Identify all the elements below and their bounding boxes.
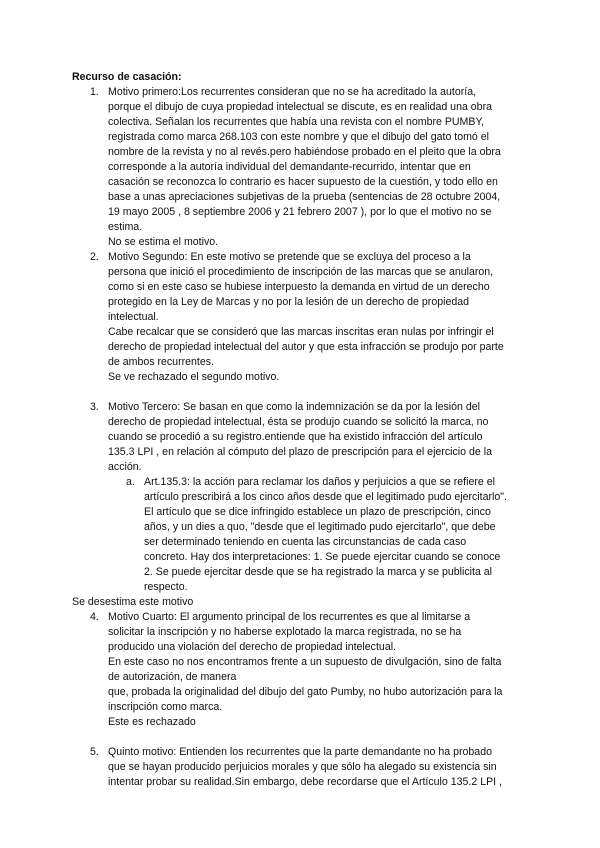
paragraph-line: 135.3 LPI , en relación al cómputo del plazo de prescripción para el ejercicio de la <box>108 446 492 458</box>
paragraph-line: de ambos recurrentes. <box>108 356 214 368</box>
paragraph-line: base a unas apreciaciones subjetivas de la prueba (sentencias de 28 octubre 2004, <box>108 191 501 203</box>
paragraph-line: protegido en la Ley de Marcas y no por la lesión de un derecho de propiedad <box>108 296 470 308</box>
paragraph-line: intelectual. <box>108 311 159 323</box>
paragraph-line: 19 mayo 2005 , 8 septiembre 2006 y 21 febrero 2007 ), por lo que el motivo no se <box>108 206 492 218</box>
paragraph-line: inscripción como marca. <box>108 701 223 713</box>
subparagraph-line: ser determinado teniendo en cuenta las circunstancias de cada caso <box>144 536 467 548</box>
paragraph-line: Motivo Cuarto: El argumento principal de los recurrentes es que al limitarse a <box>108 611 471 623</box>
subparagraph-line: concreto. Hay dos interpretaciones: 1. Se puede ejercitar cuando se conoce <box>144 551 501 563</box>
subparagraph-line: años, y un dies a quo, "desde que el legitimado pudo ejercitarlo", que debe <box>144 521 496 533</box>
paragraph-line: que se hayan producido perjuicios morales y que sólo ha alegado su existencia sin <box>108 761 497 773</box>
paragraph-line: corresponde a la autoría individual del demandante-recurrido, intentar que en <box>108 161 471 173</box>
paragraph-line: que, probada la originalidad del dibujo del gato Pumby, no hubo autorización para la <box>108 686 503 698</box>
subparagraph-line: 2. Se puede ejercitar desde que se ha registrado la marca y se publicita al <box>144 566 493 578</box>
list-number: 2. <box>90 251 99 263</box>
paragraph-line: porque el dibujo de cuya propiedad intelectual se discute, es en realidad una obra <box>108 101 492 113</box>
paragraph-line: Motivo Tercero: Se basan en que como la indemnización se da por la lesión del <box>108 401 480 413</box>
paragraph-line: derecho de propiedad intelectual del autor y que esta infracción se produjo por parte <box>108 341 504 353</box>
paragraph-line: Cabe recalcar que se consideró que las marcas inscritas eran nulas por infringir el <box>108 326 494 338</box>
subparagraph-line: Art.135.3: la acción para reclamar los daños y perjuicios a que se refiere el <box>144 476 495 488</box>
subparagraph-line: artículo prescribirá a los cinco años desde que el legitimado pudo ejercitarlo". <box>144 491 507 503</box>
list-number: 3. <box>90 401 99 413</box>
paragraph-line: Motivo Segundo: En este motivo se pretende que se excluya del proceso a la <box>108 251 471 263</box>
paragraph-line: acción. <box>108 461 142 473</box>
paragraph-line: persona que inició el procedimiento de inscripción de las marcas que se anularon, <box>108 266 494 278</box>
section-heading: Recurso de casación: <box>72 71 182 83</box>
paragraph-line: Quinto motivo: Entienden los recurrentes que la parte demandante no ha probado <box>108 746 492 758</box>
standalone-note: Se desestima este motivo <box>72 596 194 608</box>
paragraph-line: como si en este caso se hubiese interpuesto la demanda en virtud de un derecho <box>108 281 490 293</box>
paragraph-line: producido una violación del derecho de propiedad intelectual. <box>108 641 397 653</box>
paragraph-line: En este caso no nos encontramos frente a un supuesto de divulgación, sino de falta <box>108 656 502 668</box>
paragraph-line: derecho de propiedad intelectual, ésta se produjo cuando se solicitó la marca, no <box>108 416 489 428</box>
subparagraph-line: El artículo que se dice infringido establece un plazo de prescripción, cinco <box>144 506 491 518</box>
paragraph-line: intentar probar su realidad.Sin embargo, debe recordarse que el Artículo 135.2 LPI , <box>108 776 502 788</box>
paragraph-line: No se estima el motivo. <box>108 236 219 248</box>
list-number: 5. <box>90 746 99 758</box>
paragraph-line: cuando se procedió a su registro.entiende que ha existido infracción del artículo <box>108 431 483 443</box>
paragraph-line: nombre de la revista y no al revés.pero habiéndose probado en el pleito que la obra <box>108 146 501 158</box>
paragraph-line: colectiva. Señalan los recurrentes que había una revista con el nombre PUMBY, <box>108 116 485 128</box>
paragraph-line: registrada como marca 268.103 con este nombre y que el dibujo del gato tomó el <box>108 131 490 143</box>
subparagraph-line: respecto. <box>144 581 188 593</box>
list-number: 1. <box>90 86 99 98</box>
paragraph-line: estima. <box>108 221 143 233</box>
paragraph-line: Motivo primero:Los recurrentes consideran que no se ha acreditado la autoría, <box>108 86 477 98</box>
list-number: 4. <box>90 611 99 623</box>
paragraph-line: Este es rechazado <box>108 716 196 728</box>
paragraph-line: Se ve rechazado el segundo motivo. <box>108 371 280 383</box>
paragraph-line: solicitar la inscripción y no haberse explotado la marca registrada, no se ha <box>108 626 462 638</box>
paragraph-line: casación se reconozca lo contrario es hacer supuesto de la cuestión, y todo ello en <box>108 176 498 188</box>
paragraph-line: de autorización, de manera <box>108 671 237 683</box>
sublist-marker: a. <box>126 476 135 488</box>
